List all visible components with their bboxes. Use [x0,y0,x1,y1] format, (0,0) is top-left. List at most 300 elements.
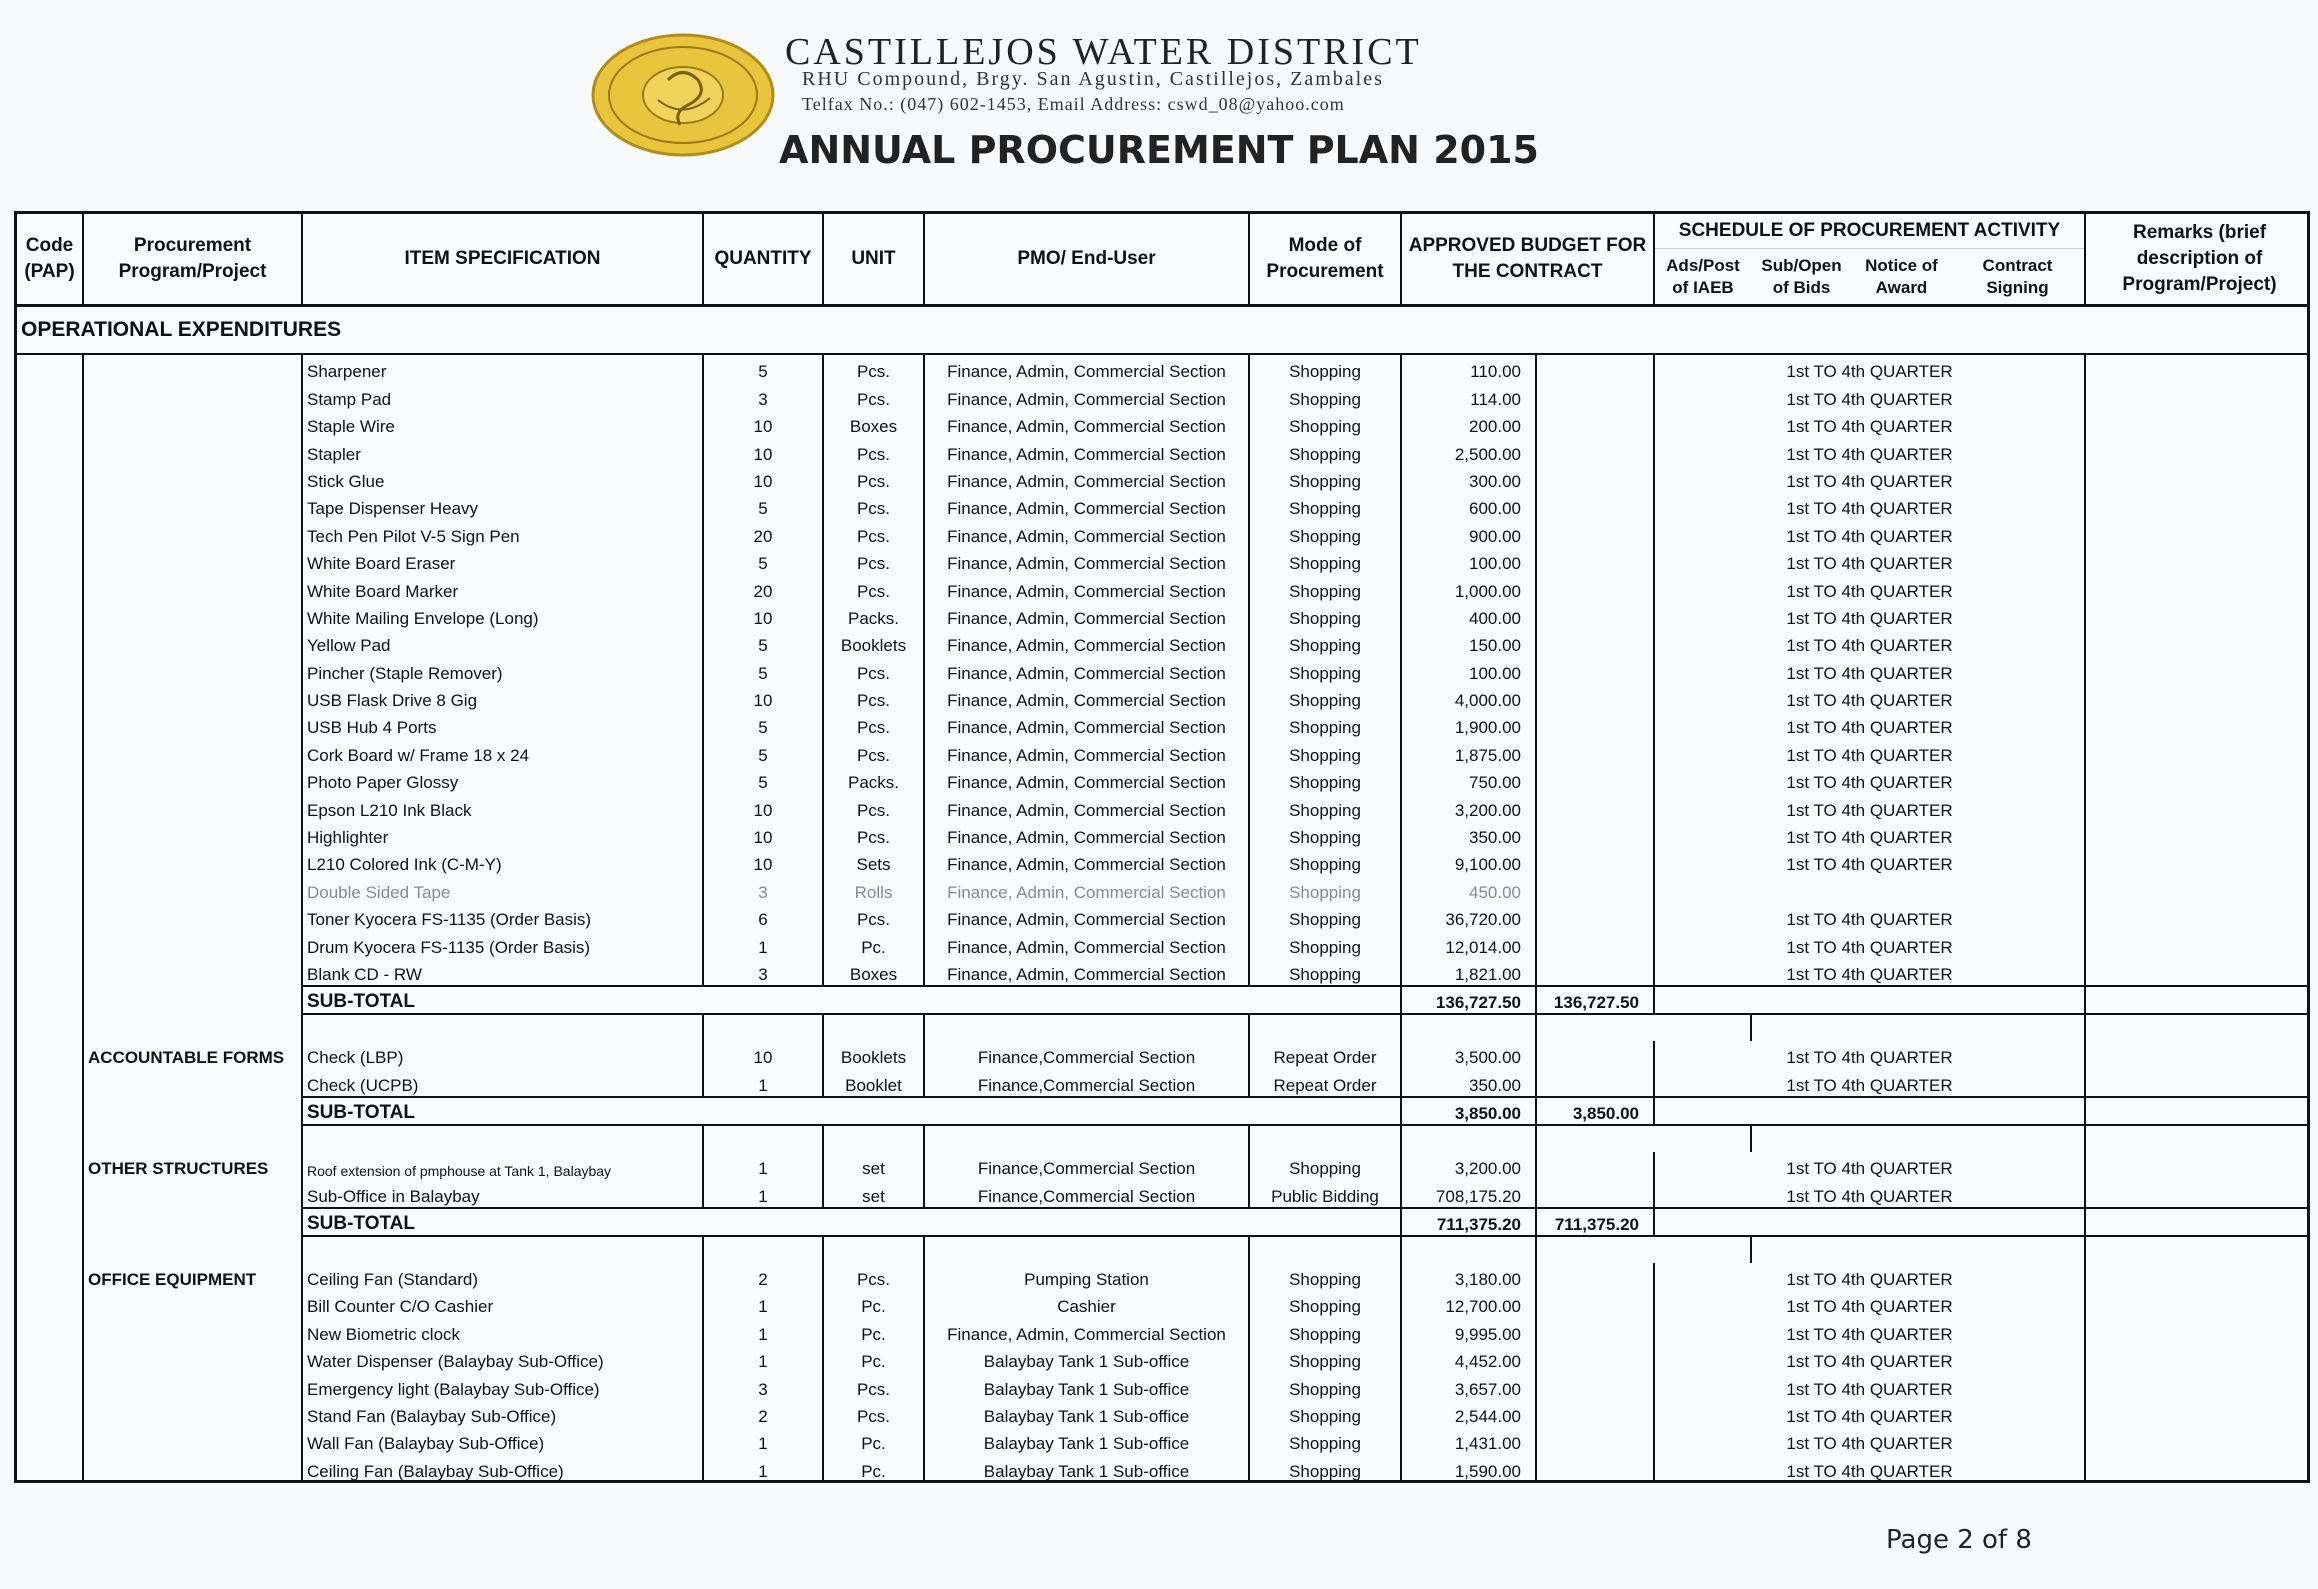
mode-cell: Shopping [1249,1345,1401,1372]
code-cell [17,1345,83,1372]
empty-cell [823,1125,924,1152]
program-cell [83,1014,302,1041]
col-ads-post: Ads/Post of IAEB [1654,249,1751,306]
budget-cell: 1,431.00 [1401,1427,1536,1454]
program-cell [83,1236,302,1263]
schedule-cell: 1st TO 4th QUARTER [1654,903,2085,930]
item-spec-cell: Bill Counter C/O Cashier [302,1290,703,1317]
pmo-cell: Balaybay Tank 1 Sub-office [924,1345,1249,1372]
subtotal-total: 136,727.50 [1536,986,1654,1014]
mode-cell: Shopping [1249,1372,1401,1399]
remarks-cell [2085,958,2310,986]
unit-cell: Sets [823,848,924,875]
quantity-cell: 20 [703,574,823,601]
item-spec-cell: Water Dispenser (Balaybay Sub-Office) [302,1345,703,1372]
code-cell [17,602,83,629]
mode-cell: Shopping [1249,1427,1401,1454]
quantity-cell: 1 [703,1454,823,1481]
quantity-cell: 5 [703,738,823,765]
subtotal-row [17,1097,2310,1125]
mode-cell: Shopping [1249,711,1401,738]
pmo-cell: Finance, Admin, Commercial Section [924,848,1249,875]
empty-cell [1249,1125,1401,1152]
budget-total-cell [1536,903,1654,930]
document-header [0,0,2318,200]
code-cell [17,1317,83,1344]
empty-cell [1751,1236,1852,1263]
remarks-cell [2085,930,2310,957]
table-row [17,465,2310,492]
program-category-cell [83,1179,302,1207]
unit-cell: Pc. [823,930,924,957]
mode-cell: Shopping [1249,738,1401,765]
quantity-cell: 3 [703,382,823,409]
quantity-cell: 10 [703,1041,823,1068]
unit-cell: set [823,1179,924,1207]
quantity-cell: 3 [703,875,823,902]
remarks-cell [2085,1041,2310,1068]
table-row [17,930,2310,957]
budget-total-cell [1536,656,1654,683]
remarks-cell [2085,986,2310,1014]
budget-total-cell [1536,848,1654,875]
empty-cell [2085,1236,2310,1263]
schedule-cell: 1st TO 4th QUARTER [1654,1179,2085,1207]
item-spec-cell: Stick Glue [302,465,703,492]
quantity-cell: 5 [703,656,823,683]
table-row [17,875,2310,902]
remarks-cell [2085,1345,2310,1372]
section-row [17,306,2310,355]
empty-cell [924,1014,1249,1041]
mode-cell: Shopping [1249,629,1401,656]
budget-total-cell [1536,1068,1654,1096]
budget-total-cell [1536,1179,1654,1207]
remarks-cell [2085,656,2310,683]
remarks-cell [2085,1097,2310,1125]
program-category-cell [83,766,302,793]
subtotal-amount: 3,850.00 [1401,1097,1536,1125]
item-spec-cell: Ceiling Fan (Standard) [302,1263,703,1290]
program-category-cell [83,1372,302,1399]
program-category-cell [83,1345,302,1372]
quantity-cell: 10 [703,848,823,875]
quantity-cell: 10 [703,793,823,820]
empty-cell [823,1236,924,1263]
item-spec-cell: Stamp Pad [302,382,703,409]
budget-total-cell [1536,465,1654,492]
table-row [17,958,2310,986]
program-category-cell [83,930,302,957]
budget-cell: 1,875.00 [1401,738,1536,765]
table-row [17,1345,2310,1372]
item-spec-cell: USB Hub 4 Ports [302,711,703,738]
program-category-cell: ACCOUNTABLE FORMS [83,1041,302,1068]
remarks-cell [2085,1400,2310,1427]
program-category-cell [83,656,302,683]
unit-cell: Boxes [823,410,924,437]
quantity-cell: 2 [703,1263,823,1290]
organization-contact: Telfax No.: (047) 602-1453, Email Address: cswd_08@yahoo.com [802,94,1345,114]
budget-total-cell [1536,1372,1654,1399]
schedule-cell: 1st TO 4th QUARTER [1654,821,2085,848]
col-budget: APPROVED BUDGET FOR THE CONTRACT [1401,214,1654,306]
budget-cell: 9,995.00 [1401,1317,1536,1344]
code-cell [17,1179,83,1207]
pmo-cell: Finance,Commercial Section [924,1179,1249,1207]
unit-cell: Pc. [823,1427,924,1454]
subtotal-amount: 711,375.20 [1401,1208,1536,1236]
pmo-cell: Pumping Station [924,1263,1249,1290]
pmo-cell: Finance, Admin, Commercial Section [924,875,1249,902]
budget-total-cell [1536,766,1654,793]
empty-cell [2085,1125,2310,1152]
item-spec-cell: Toner Kyocera FS-1135 (Order Basis) [302,903,703,930]
section-title: OPERATIONAL EXPENDITURES [17,306,2310,355]
subtotal-label: SUB-TOTAL [302,986,1401,1014]
unit-cell: Pc. [823,1454,924,1481]
program-cell [83,1125,302,1152]
program-category-cell [83,848,302,875]
unit-cell: Pcs. [823,1372,924,1399]
empty-cell [1951,1014,2016,1041]
schedule-cell: 1st TO 4th QUARTER [1654,492,2085,519]
mode-cell: Shopping [1249,930,1401,957]
spacer-row [17,1014,2310,1041]
item-spec-cell: USB Flask Drive 8 Gig [302,684,703,711]
budget-cell: 400.00 [1401,602,1536,629]
unit-cell: Pcs. [823,684,924,711]
remarks-cell [2085,1152,2310,1179]
code-cell [17,930,83,957]
mode-cell: Public Bidding [1249,1179,1401,1207]
mode-cell: Shopping [1249,1152,1401,1179]
budget-cell: 9,100.00 [1401,848,1536,875]
table-row [17,903,2310,930]
empty-cell [1249,1014,1401,1041]
program-category-cell [83,1427,302,1454]
code-cell [17,738,83,765]
subtotal-label: SUB-TOTAL [302,1208,1401,1236]
schedule-cell: 1st TO 4th QUARTER [1654,1068,2085,1096]
budget-total-cell [1536,930,1654,957]
pmo-cell: Finance, Admin, Commercial Section [924,382,1249,409]
unit-cell: Booklets [823,629,924,656]
schedule-cell: 1st TO 4th QUARTER [1654,1290,2085,1317]
program-category-cell: OFFICE EQUIPMENT [83,1263,302,1290]
program-category-cell [83,1400,302,1427]
pmo-cell: Cashier [924,1290,1249,1317]
code-cell [17,1263,83,1290]
pmo-cell: Finance, Admin, Commercial Section [924,602,1249,629]
program-category-cell [83,410,302,437]
program-category-cell [83,382,302,409]
item-spec-cell: Stand Fan (Balaybay Sub-Office) [302,1400,703,1427]
empty-cell [302,1125,703,1152]
code-cell [17,711,83,738]
remarks-cell [2085,903,2310,930]
quantity-cell: 6 [703,903,823,930]
budget-total-cell [1536,602,1654,629]
table-row [17,354,2310,382]
mode-cell: Shopping [1249,574,1401,601]
budget-total-cell [1536,1317,1654,1344]
pmo-cell: Balaybay Tank 1 Sub-office [924,1427,1249,1454]
remarks-cell [2085,738,2310,765]
quantity-cell: 10 [703,465,823,492]
quantity-cell: 1 [703,1290,823,1317]
program-category-cell [83,793,302,820]
empty-cell [2016,1125,2085,1152]
quantity-cell: 1 [703,1317,823,1344]
quantity-cell: 20 [703,519,823,546]
code-cell [17,848,83,875]
empty-cell [1536,1014,1654,1041]
budget-total-cell [1536,793,1654,820]
code-cell [17,1208,83,1236]
item-spec-cell: L210 Colored Ink (C-M-Y) [302,848,703,875]
table-row [17,1427,2310,1454]
budget-cell: 300.00 [1401,465,1536,492]
schedule-cell: 1st TO 4th QUARTER [1654,574,2085,601]
remarks-cell [2085,793,2310,820]
mode-cell: Shopping [1249,1317,1401,1344]
budget-total-cell [1536,875,1654,902]
program-category-cell [83,629,302,656]
schedule-cell: 1st TO 4th QUARTER [1654,711,2085,738]
program-category-cell [83,958,302,986]
schedule-cell: 1st TO 4th QUARTER [1654,793,2085,820]
item-spec-cell: Pincher (Staple Remover) [302,656,703,683]
table-row [17,410,2310,437]
pmo-cell: Finance,Commercial Section [924,1152,1249,1179]
empty-cell [1852,1014,1951,1041]
budget-total-cell [1536,410,1654,437]
remarks-cell [2085,711,2310,738]
mode-cell: Shopping [1249,821,1401,848]
schedule-cell [1654,986,2085,1014]
table-row [17,519,2310,546]
remarks-cell [2085,1263,2310,1290]
empty-cell [823,1014,924,1041]
pmo-cell: Balaybay Tank 1 Sub-office [924,1400,1249,1427]
program-category-cell [83,903,302,930]
empty-cell [924,1236,1249,1263]
schedule-cell: 1st TO 4th QUARTER [1654,437,2085,464]
remarks-cell [2085,1372,2310,1399]
empty-cell [2016,1236,2085,1263]
mode-cell: Shopping [1249,903,1401,930]
mode-cell: Shopping [1249,354,1401,382]
empty-cell [1654,1014,1751,1041]
pmo-cell: Finance, Admin, Commercial Section [924,766,1249,793]
col-schedule: SCHEDULE OF PROCUREMENT ACTIVITY [1654,214,2085,249]
table-row [17,1400,2310,1427]
item-spec-cell: Drum Kyocera FS-1135 (Order Basis) [302,930,703,957]
schedule-cell: 1st TO 4th QUARTER [1654,656,2085,683]
unit-cell: Pc. [823,1290,924,1317]
remarks-cell [2085,465,2310,492]
empty-cell [2085,1014,2310,1041]
table-row [17,711,2310,738]
item-spec-cell: Photo Paper Glossy [302,766,703,793]
code-cell [17,1400,83,1427]
table-row [17,821,2310,848]
program-category-cell [83,492,302,519]
item-spec-cell: White Board Marker [302,574,703,601]
code-cell [17,382,83,409]
budget-cell: 900.00 [1401,519,1536,546]
budget-total-cell [1536,1345,1654,1372]
col-pmo: PMO/ End-User [924,214,1249,306]
remarks-cell [2085,766,2310,793]
item-spec-cell: Roof extension of pmphouse at Tank 1, Balaybay [302,1152,703,1179]
empty-cell [1536,1236,1654,1263]
mode-cell: Shopping [1249,602,1401,629]
code-cell [17,903,83,930]
table-row [17,382,2310,409]
budget-total-cell [1536,437,1654,464]
program-category-cell [83,738,302,765]
unit-cell: Pcs. [823,382,924,409]
empty-cell [1751,1125,1852,1152]
item-spec-cell: Wall Fan (Balaybay Sub-Office) [302,1427,703,1454]
empty-cell [1401,1236,1536,1263]
budget-cell: 1,590.00 [1401,1454,1536,1481]
table-row [17,684,2310,711]
program-category-cell [83,519,302,546]
remarks-cell [2085,492,2310,519]
budget-total-cell [1536,1041,1654,1068]
schedule-cell: 1st TO 4th QUARTER [1654,1345,2085,1372]
remarks-cell [2085,821,2310,848]
table-row [17,1317,2310,1344]
item-spec-cell: Check (LBP) [302,1041,703,1068]
remarks-cell [2085,354,2310,382]
pmo-cell: Finance, Admin, Commercial Section [924,629,1249,656]
pmo-cell: Finance,Commercial Section [924,1068,1249,1096]
code-cell [17,958,83,986]
empty-cell [302,1236,703,1263]
budget-total-cell [1536,519,1654,546]
quantity-cell: 3 [703,958,823,986]
mode-cell: Shopping [1249,519,1401,546]
empty-cell [703,1236,823,1263]
program-cell [83,1097,302,1125]
quantity-cell: 10 [703,437,823,464]
schedule-cell: 1st TO 4th QUARTER [1654,354,2085,382]
unit-cell: Pcs. [823,547,924,574]
mode-cell: Shopping [1249,793,1401,820]
remarks-cell [2085,1317,2310,1344]
mode-cell: Repeat Order [1249,1068,1401,1096]
budget-total-cell [1536,1454,1654,1481]
schedule-cell: 1st TO 4th QUARTER [1654,684,2085,711]
subtotal-label: SUB-TOTAL [302,1097,1401,1125]
subtotal-row [17,1208,2310,1236]
item-spec-cell: New Biometric clock [302,1317,703,1344]
unit-cell: Pcs. [823,1400,924,1427]
code-cell [17,547,83,574]
pmo-cell: Finance, Admin, Commercial Section [924,437,1249,464]
table-row [17,492,2310,519]
item-spec-cell: Sharpener [302,354,703,382]
schedule-cell: 1st TO 4th QUARTER [1654,1041,2085,1068]
budget-total-cell [1536,1427,1654,1454]
item-spec-cell: White Mailing Envelope (Long) [302,602,703,629]
document-title: ANNUAL PROCUREMENT PLAN 2015 [779,128,1539,172]
budget-total-cell [1536,354,1654,382]
budget-cell: 110.00 [1401,354,1536,382]
program-category-cell [83,1290,302,1317]
code-cell [17,629,83,656]
code-cell [17,1454,83,1481]
subtotal-total: 711,375.20 [1536,1208,1654,1236]
spacer-row [17,1125,2310,1152]
schedule-cell: 1st TO 4th QUARTER [1654,1317,2085,1344]
remarks-cell [2085,1068,2310,1096]
pmo-cell: Finance, Admin, Commercial Section [924,930,1249,957]
mode-cell: Shopping [1249,547,1401,574]
program-category-cell [83,711,302,738]
program-category-cell [83,821,302,848]
code-cell [17,354,83,382]
organization-name: CASTILLEJOS WATER DISTRICT [785,31,1422,73]
unit-cell: Pcs. [823,519,924,546]
code-cell [17,519,83,546]
item-spec-cell: Yellow Pad [302,629,703,656]
table-row [17,1263,2310,1290]
table-row [17,1454,2310,1481]
unit-cell: Packs. [823,602,924,629]
unit-cell: Pc. [823,1317,924,1344]
mode-cell: Shopping [1249,875,1401,902]
code-cell [17,1236,83,1263]
remarks-cell [2085,1179,2310,1207]
code-cell [17,656,83,683]
budget-total-cell [1536,1152,1654,1179]
code-cell [17,1152,83,1179]
procurement-plan-table [14,211,2310,1483]
budget-cell: 4,452.00 [1401,1345,1536,1372]
empty-cell [1852,1236,1951,1263]
budget-cell: 4,000.00 [1401,684,1536,711]
code-cell [17,1125,83,1152]
table-row [17,793,2310,820]
table-row [17,1372,2310,1399]
budget-cell: 1,900.00 [1401,711,1536,738]
budget-total-cell [1536,574,1654,601]
program-category-cell [83,602,302,629]
item-spec-cell: Stapler [302,437,703,464]
mode-cell: Shopping [1249,437,1401,464]
budget-cell: 600.00 [1401,492,1536,519]
quantity-cell: 5 [703,711,823,738]
unit-cell: Pcs. [823,711,924,738]
schedule-cell [1654,1097,2085,1125]
budget-total-cell [1536,684,1654,711]
table-row [17,738,2310,765]
mode-cell: Shopping [1249,465,1401,492]
table-row [17,848,2310,875]
code-cell [17,766,83,793]
remarks-cell [2085,1427,2310,1454]
empty-cell [703,1125,823,1152]
item-spec-cell: Double Sided Tape [302,875,703,902]
schedule-cell: 1st TO 4th QUARTER [1654,519,2085,546]
pmo-cell: Finance, Admin, Commercial Section [924,684,1249,711]
code-cell [17,986,83,1014]
